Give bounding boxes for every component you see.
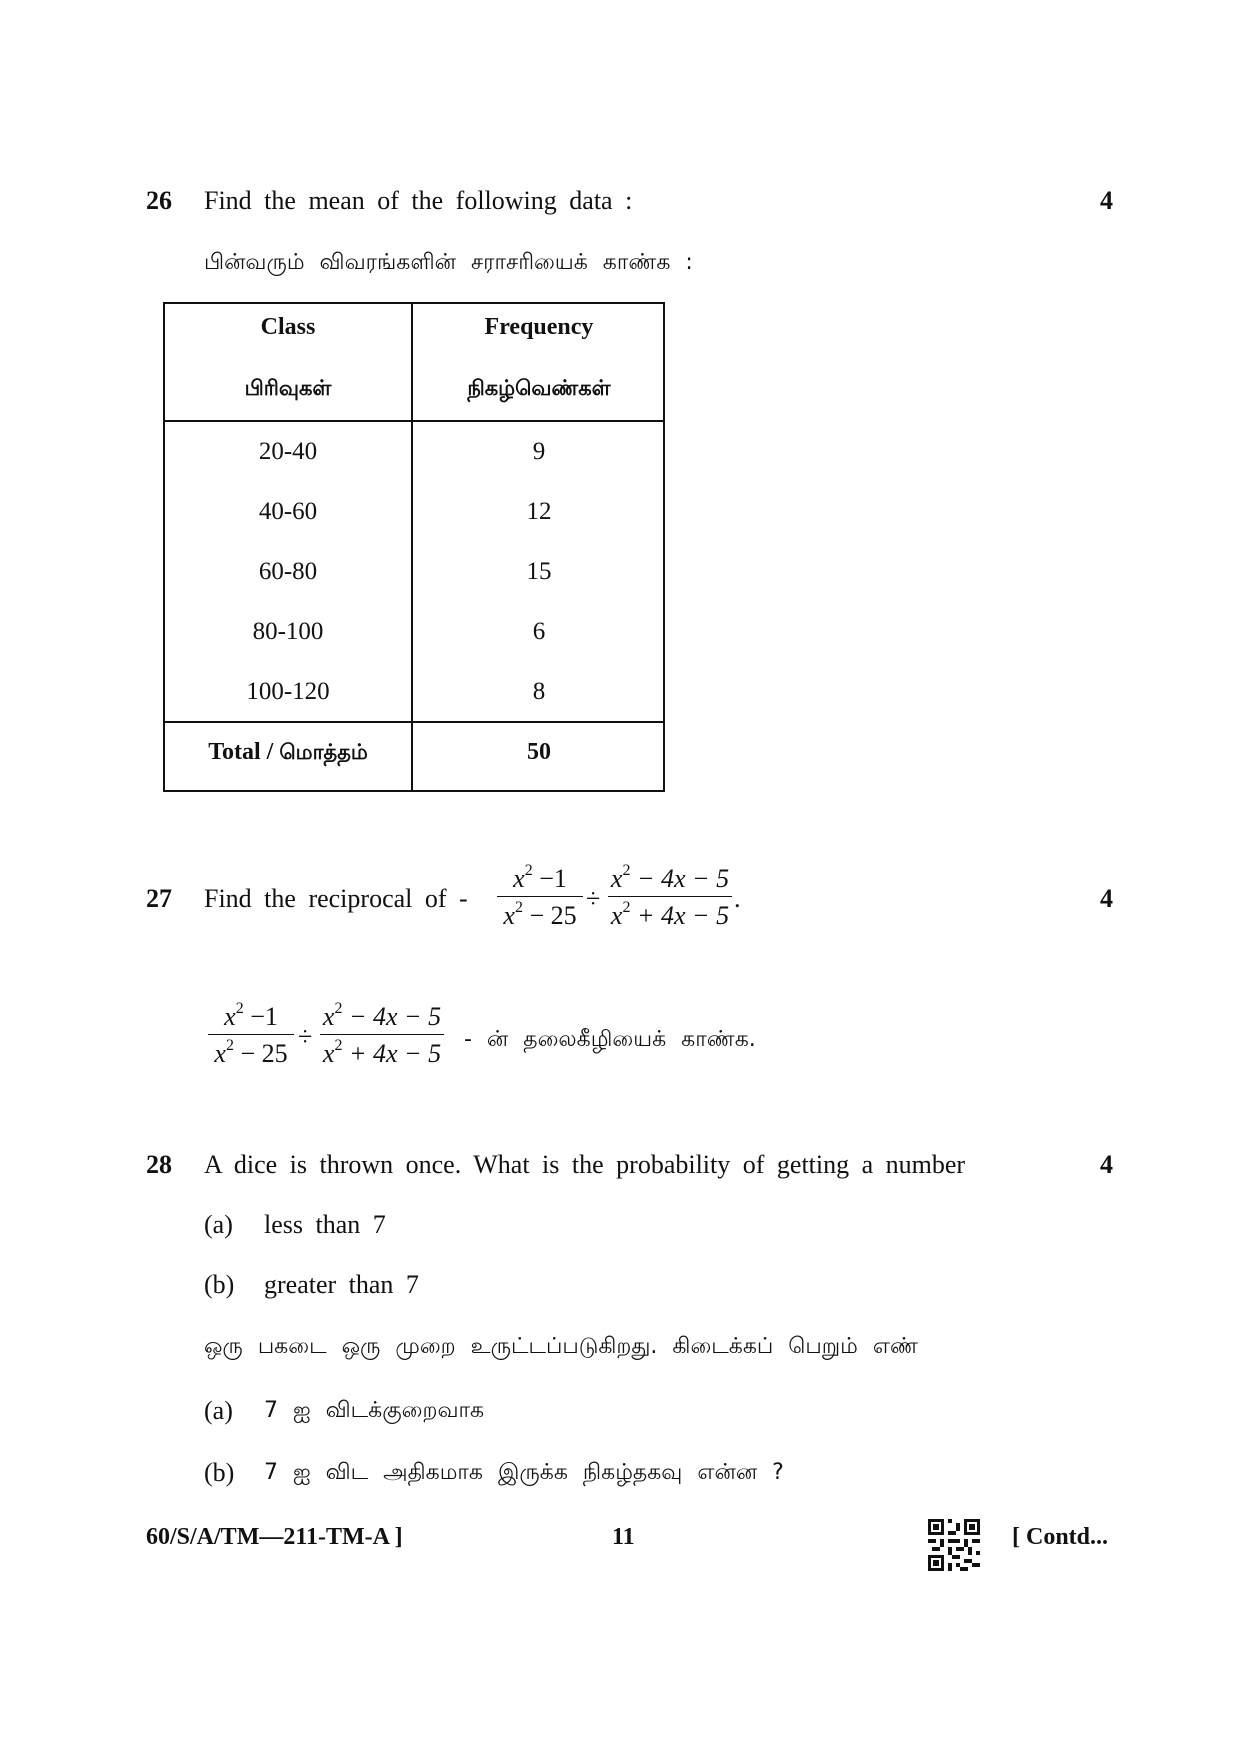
- table-row-freq: 12: [526, 498, 552, 525]
- q27-number: 27: [146, 884, 172, 913]
- table-header-class-ta: பிரிவுகள்: [244, 376, 332, 400]
- table-row-class: 100-120: [246, 678, 330, 705]
- table-row-freq: 9: [532, 438, 546, 465]
- table-row-freq: 6: [532, 618, 546, 645]
- q26-number: 26: [146, 186, 172, 215]
- table-total-label: [165, 739, 411, 767]
- q28-opt-a-en: less than 7: [264, 1210, 386, 1239]
- q28-number: 28: [146, 1150, 172, 1179]
- q26-text-ta: பின்வரும் விவரங்களின் சராசரியைக் காண்க :: [204, 250, 693, 275]
- math-exp: 2: [524, 862, 533, 879]
- math-var: x: [513, 864, 525, 893]
- math-term: − 25: [522, 901, 577, 930]
- math-term: + 4x − 5: [342, 1039, 442, 1068]
- frequency-table: [163, 302, 665, 792]
- q27-text-en: Find the reciprocal of -: [204, 884, 468, 913]
- math-var: x: [214, 1039, 226, 1068]
- table-row-freq: 15: [526, 558, 552, 585]
- table-total-en: Total /: [208, 739, 274, 765]
- q27-ta-fraction-1: [208, 1000, 294, 1069]
- math-var: x: [503, 901, 515, 930]
- q28-text-en: A dice is thrown once. What is the probability of getting a number: [204, 1150, 966, 1179]
- table-row-freq: 8: [532, 678, 546, 705]
- q28-opt-b-label: (b): [204, 1270, 235, 1299]
- math-exp: 2: [622, 899, 631, 916]
- q27-fraction-1: [497, 862, 583, 931]
- math-var: x: [610, 901, 623, 930]
- paper-code: 60/S/A/TM—211-TM-A ]: [146, 1524, 403, 1550]
- q27-text-ta: - ன் தலைகீழியைக் காண்க.: [464, 1027, 756, 1052]
- q26-text-en: Find the mean of the following data :: [204, 186, 633, 215]
- divide-sign: ÷: [298, 1022, 313, 1051]
- table-row-class: 60-80: [258, 558, 318, 585]
- math-exp: 2: [334, 1000, 343, 1017]
- math-exp: 2: [235, 1000, 244, 1017]
- period: .: [734, 884, 741, 913]
- divide-sign: ÷: [586, 884, 601, 913]
- continued-label: [ Contd...: [1012, 1524, 1109, 1550]
- q28-marks: 4: [1100, 1150, 1113, 1179]
- math-exp: 2: [225, 1037, 234, 1054]
- math-term: − 4x − 5: [342, 1002, 442, 1031]
- q27-marks: 4: [1100, 884, 1113, 913]
- q26-marks: 4: [1100, 186, 1113, 215]
- q28-text-ta: ஒரு பகடை ஒரு முறை உருட்டப்படுகிறது. கிடைக்கப் பெறும் எண்: [204, 1334, 919, 1359]
- table-header-class-en: Class: [260, 314, 316, 340]
- math-var: x: [610, 864, 623, 893]
- q27-fraction-2: [608, 862, 732, 931]
- math-var: x: [322, 1039, 335, 1068]
- table-row-class: 40-60: [258, 498, 318, 525]
- q27-ta-fraction-2: [320, 1000, 444, 1069]
- q28-opt-b-en: greater than 7: [264, 1270, 419, 1299]
- math-term: −1: [243, 1002, 278, 1031]
- table-row-class: 20-40: [258, 438, 318, 465]
- math-term: − 25: [233, 1039, 288, 1068]
- page-number: 11: [612, 1524, 635, 1550]
- table-total-value: 50: [527, 739, 551, 765]
- q28-opt-b-ta: 7 ஐ விட அதிகமாக இருக்க நிகழ்தகவு என்ன ?: [264, 1460, 784, 1485]
- table-row-class: 80-100: [252, 618, 324, 645]
- table-header-frequency-en: Frequency: [484, 314, 594, 340]
- math-term: − 4x − 5: [630, 864, 730, 893]
- qr-code-icon: [928, 1519, 980, 1571]
- q28-opt-a-label-ta: (a): [204, 1396, 233, 1425]
- math-term: −1: [532, 864, 567, 893]
- math-var: x: [322, 1002, 335, 1031]
- q28-opt-a-label: (a): [204, 1210, 233, 1239]
- table-total-ta: மொத்தம்: [279, 740, 368, 764]
- math-exp: 2: [334, 1037, 343, 1054]
- math-exp: 2: [514, 899, 523, 916]
- table-header-frequency-ta: நிகழ்வெண்கள்: [467, 376, 611, 400]
- q28-opt-b-label-ta: (b): [204, 1458, 235, 1487]
- math-var: x: [224, 1002, 236, 1031]
- math-exp: 2: [622, 862, 631, 879]
- q28-opt-a-ta: 7 ஐ விடக்குறைவாக: [264, 1398, 485, 1423]
- math-term: + 4x − 5: [630, 901, 730, 930]
